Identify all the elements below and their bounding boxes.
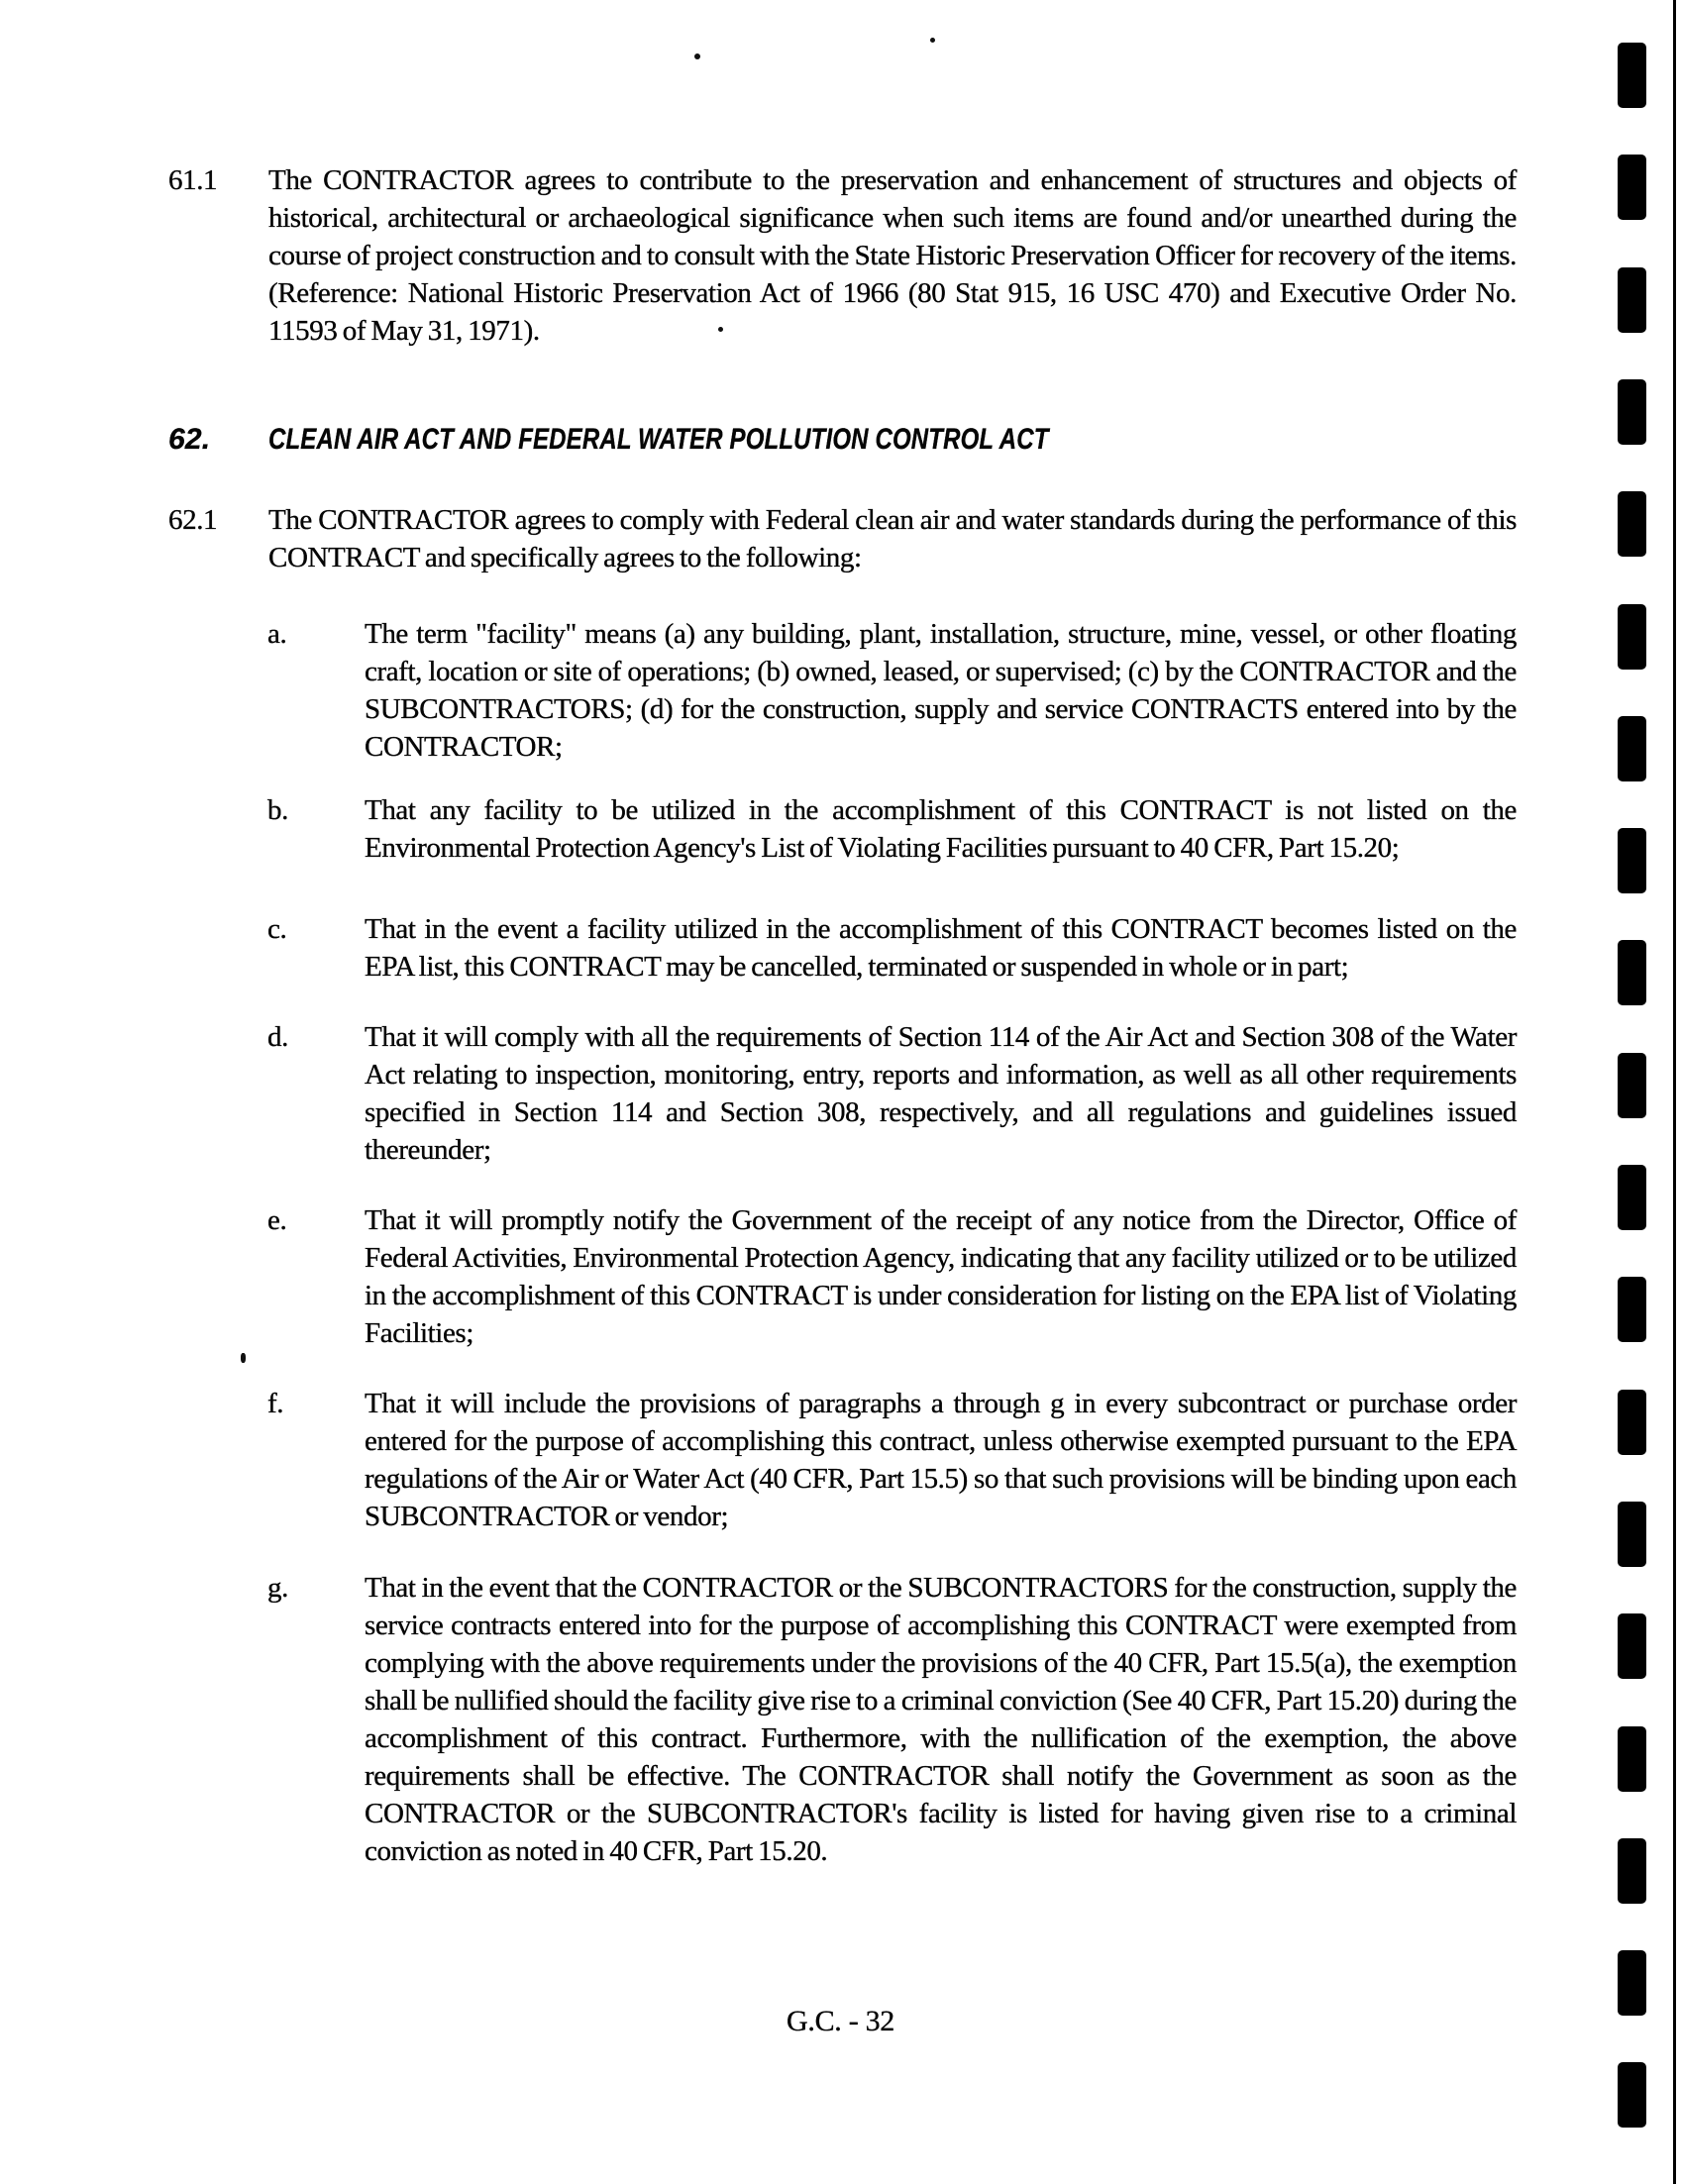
subclause-letter: e.	[267, 1204, 287, 1236]
subclause-e	[267, 1201, 1517, 1352]
binding-hole-mark	[1618, 2062, 1646, 2128]
binding-hole-mark	[1618, 1838, 1646, 1904]
clause-text: The CONTRACTOR agrees to comply with Federal clean air and water standards during the performance of this CONTRACT and specifically agrees to the following:	[268, 504, 1517, 573]
clause-62-1	[168, 501, 1517, 576]
subclause-text: That in the event that the CONTRACTOR or the SUBCONTRACTORS for the construction, supply the service contracts entered into for the purpose of accomplishing this CONTRACT were exempted from complying with the above requirements under the provisions of the 40 CFR, Part 15.5(a), the exemption shall be nullified should the facility give rise to a criminal conviction (See 40 CFR, Part 15.20) during the accomplishment of this contract. Furthermore, with the nullification of the exemption, the above requirements shall be effective. The CONTRACTOR shall notify the Government as soon as the CONTRACTOR or the SUBCONTRACTOR's facility is listed for having given rise to a criminal conviction as noted in 40 CFR, Part 15.20.	[365, 1572, 1517, 1867]
subclause-text: That it will promptly notify the Government of the receipt of any notice from the Director, Office of Federal Activities, Environmental Protection Agency, indicating that any facility utilized or to be utilized in the accomplishment of this CONTRACT is under consideration for listing on the EPA list of Violating Facilities;	[365, 1204, 1517, 1349]
binding-hole-mark	[1618, 267, 1646, 333]
binding-hole-mark	[1618, 379, 1646, 445]
subclause-c	[267, 910, 1517, 986]
subclause-b	[267, 791, 1517, 867]
page-edge-line	[1673, 0, 1676, 2184]
subclause-letter: f.	[267, 1388, 284, 1419]
subclause-text: That any facility to be utilized in the accomplishment of this CONTRACT is not listed on the Environmental Protection Agency's List of Violating Facilities pursuant to 40 CFR, Part 15.20;	[365, 794, 1517, 864]
subclause-text: That it will comply with all the requirements of Section 114 of the Air Act and Section 308 of the Water Act relating to inspection, monitoring, entry, reports and information, as well as all other requirements specified in Section 114 and Section 308, respectively, and all regulations and guidelines issued thereunder;	[365, 1021, 1517, 1166]
clause-61-1	[168, 161, 1517, 350]
scan-speck	[241, 1353, 246, 1363]
subclause-letter: d.	[267, 1021, 288, 1053]
subclause-letter: b.	[267, 794, 288, 826]
binding-hole-mark	[1618, 940, 1646, 1005]
subclause-letter: g.	[267, 1572, 288, 1604]
subclause-f	[267, 1385, 1517, 1535]
binding-hole-mark	[1618, 1726, 1646, 1792]
subclause-text: That in the event a facility utilized in the accomplishment of this CONTRACT becomes listed on the EPA list, this CONTRACT may be cancelled, terminated or suspended in whole or in part;	[365, 913, 1517, 983]
binding-hole-mark	[1618, 491, 1646, 557]
clause-number: 62.1	[168, 504, 218, 536]
scan-speck	[930, 38, 935, 43]
subclause-d	[267, 1018, 1517, 1169]
binding-hole-mark	[1618, 716, 1646, 781]
clause-number: 61.1	[168, 164, 218, 196]
subclause-a	[267, 615, 1517, 766]
binding-hole-mark	[1618, 828, 1646, 893]
binding-hole-mark	[1618, 1502, 1646, 1567]
binding-hole-mark	[1618, 1165, 1646, 1230]
clause-text: The CONTRACTOR agrees to contribute to the preservation and enhancement of structures and objects of historical, architectural or archaeological significance when such items are found and/or unearthed during the course of project construction and to consult with the State Historic Preservation Officer for recovery of the items. (Reference: National Historic Preservation Act of 1966 (80 Stat 915, 16 USC 470) and Executive Order No. 11593 of May 31, 1971).	[268, 164, 1517, 347]
section-title: CLEAN AIR ACT AND FEDERAL WATER POLLUTION CONTROL ACT	[268, 423, 1049, 456]
binding-hole-mark	[1618, 1053, 1646, 1118]
binding-hole-mark	[1618, 43, 1646, 108]
section-62-heading	[168, 420, 1517, 460]
subclause-text: That it will include the provisions of paragraphs a through g in every subcontract or purchase order entered for the purpose of accomplishing this contract, unless otherwise exempted pursuant to the EPA regulations of the Air or Water Act (40 CFR, Part 15.5) so that such provisions will be binding upon each SUBCONTRACTOR or vendor;	[365, 1388, 1517, 1532]
binding-hole-mark	[1618, 155, 1646, 220]
binding-hole-mark	[1618, 1613, 1646, 1679]
subclause-letter: c.	[267, 913, 287, 945]
binding-hole-mark	[1618, 604, 1646, 670]
section-number: 62.	[168, 423, 211, 456]
subclause-g	[267, 1569, 1517, 1870]
subclause-text: The term "facility" means (a) any building, plant, installation, structure, mine, vessel, or other floating craft, location or site of operations; (b) owned, leased, or supervised; (c) by the CONTRACTOR and the SUBCONTRACTORS; (d) for the construction, supply and service CONTRACTS entered into by the CONTRACTOR;	[365, 618, 1517, 763]
binding-hole-mark	[1618, 1390, 1646, 1455]
scan-speck	[718, 327, 723, 332]
scan-speck	[694, 53, 700, 59]
page-number: G.C. - 32	[787, 2005, 894, 2037]
binding-hole-mark	[1618, 1277, 1646, 1342]
document-body	[168, 161, 1517, 1870]
subclause-letter: a.	[267, 618, 287, 650]
